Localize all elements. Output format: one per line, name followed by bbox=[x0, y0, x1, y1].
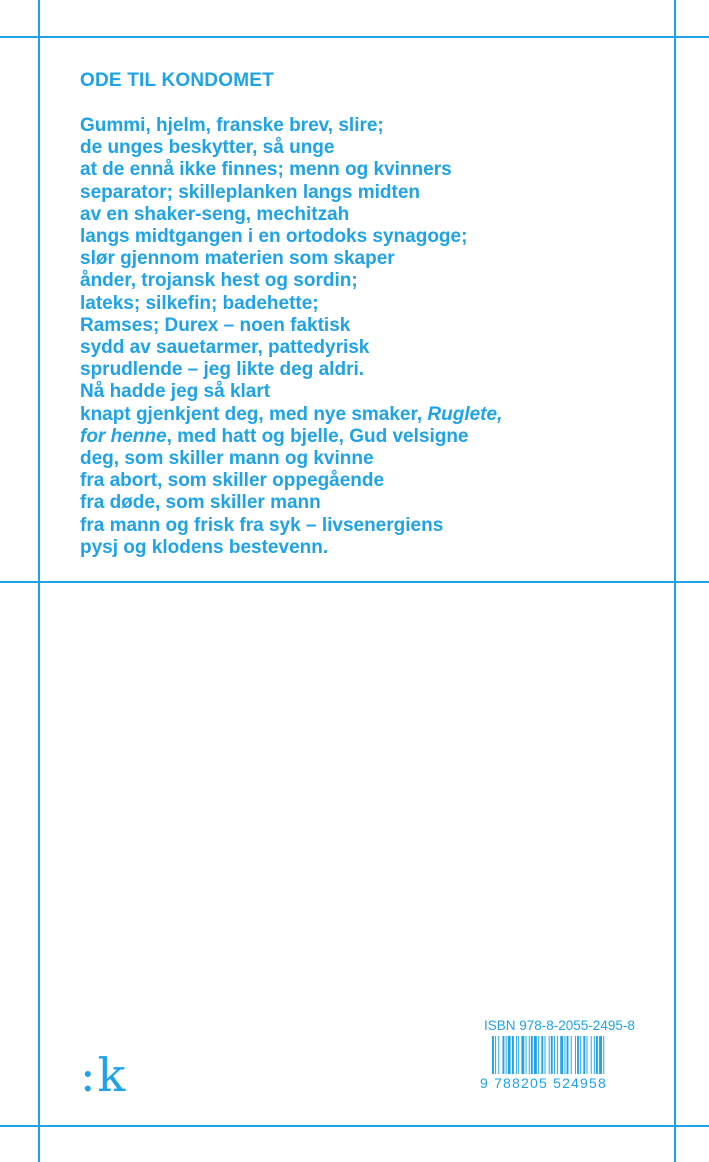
poem-line bbox=[80, 204, 640, 226]
poem-text-segment: av en shaker-seng, mechitzah bbox=[80, 203, 350, 225]
poem-line bbox=[80, 226, 640, 248]
barcode-digits: 9 788205 524958 bbox=[480, 1075, 607, 1091]
barcode-icon bbox=[480, 1036, 645, 1076]
poem-text-segment: de unges beskytter, så unge bbox=[80, 137, 335, 159]
poem-text-segment: pysj og klodens bestevenn. bbox=[80, 536, 329, 558]
poem-line bbox=[80, 381, 640, 403]
poem-line bbox=[80, 537, 640, 559]
poem-line bbox=[80, 448, 640, 470]
poem-text-segment: , med hatt og bjelle, Gud velsigne bbox=[166, 425, 469, 447]
poem-line bbox=[80, 470, 640, 492]
poem-line bbox=[80, 115, 640, 137]
poem-line bbox=[80, 515, 640, 537]
isbn-text: ISBN 978-8-2055-2495-8 bbox=[484, 1018, 635, 1033]
guide-line-bottom bbox=[0, 1125, 709, 1127]
poem-text-segment: ånder, trojansk hest og sordin; bbox=[80, 270, 358, 292]
poem-italic-text: Ruglete, bbox=[427, 403, 503, 425]
poem-line bbox=[80, 159, 640, 181]
poem-text-segment: deg, som skiller mann og kvinne bbox=[80, 448, 374, 470]
isbn-barcode-block bbox=[480, 1016, 645, 1096]
poem-title: ODE TIL KONDOMET bbox=[80, 70, 274, 91]
poem-line bbox=[80, 315, 640, 337]
poem-line bbox=[80, 182, 640, 204]
guide-line-top bbox=[0, 36, 709, 38]
poem-text-segment: sydd av sauetarmer, pattedyrisk bbox=[80, 337, 370, 359]
poem-text-segment: at de ennå ikke finnes; menn og kvinners bbox=[80, 159, 452, 181]
poem-text-segment: fra mann og frisk fra syk – livsenergiens bbox=[80, 514, 444, 536]
poem-text-segment: Ramses; Durex – noen faktisk bbox=[80, 314, 351, 336]
publisher-logo: :k bbox=[80, 1048, 128, 1102]
poem-text-segment: Nå hadde jeg så klart bbox=[80, 381, 271, 403]
poem-line bbox=[80, 492, 640, 514]
poem-line bbox=[80, 248, 640, 270]
poem-text-segment: lateks; silkefin; badehette; bbox=[80, 292, 319, 314]
poem-text-segment: Gummi, hjelm, franske brev, slire; bbox=[80, 115, 384, 136]
poem-line bbox=[80, 293, 640, 315]
poem-line bbox=[80, 404, 640, 426]
poem-text-segment: slør gjennom materien som skaper bbox=[80, 248, 395, 270]
poem-text-segment: fra abort, som skiller oppegående bbox=[80, 470, 385, 492]
poem-line bbox=[80, 137, 640, 159]
poem-italic-text: for henne bbox=[80, 425, 167, 447]
poem-text bbox=[80, 115, 640, 559]
poem-line bbox=[80, 359, 640, 381]
poem-line bbox=[80, 426, 640, 448]
poem-text-segment: langs midtgangen i en ortodoks synagoge; bbox=[80, 226, 468, 248]
poem-line bbox=[80, 337, 640, 359]
poem-text-segment: sprudlende – jeg likte deg aldri. bbox=[80, 359, 365, 381]
poem-text-segment: fra døde, som skiller mann bbox=[80, 492, 321, 514]
poem-text-segment: separator; skilleplanken langs midten bbox=[80, 181, 420, 203]
poem-line bbox=[80, 270, 640, 292]
guide-line-middle bbox=[0, 581, 709, 583]
poem-text-segment: knapt gjenkjent deg, med nye smaker, bbox=[80, 403, 428, 425]
